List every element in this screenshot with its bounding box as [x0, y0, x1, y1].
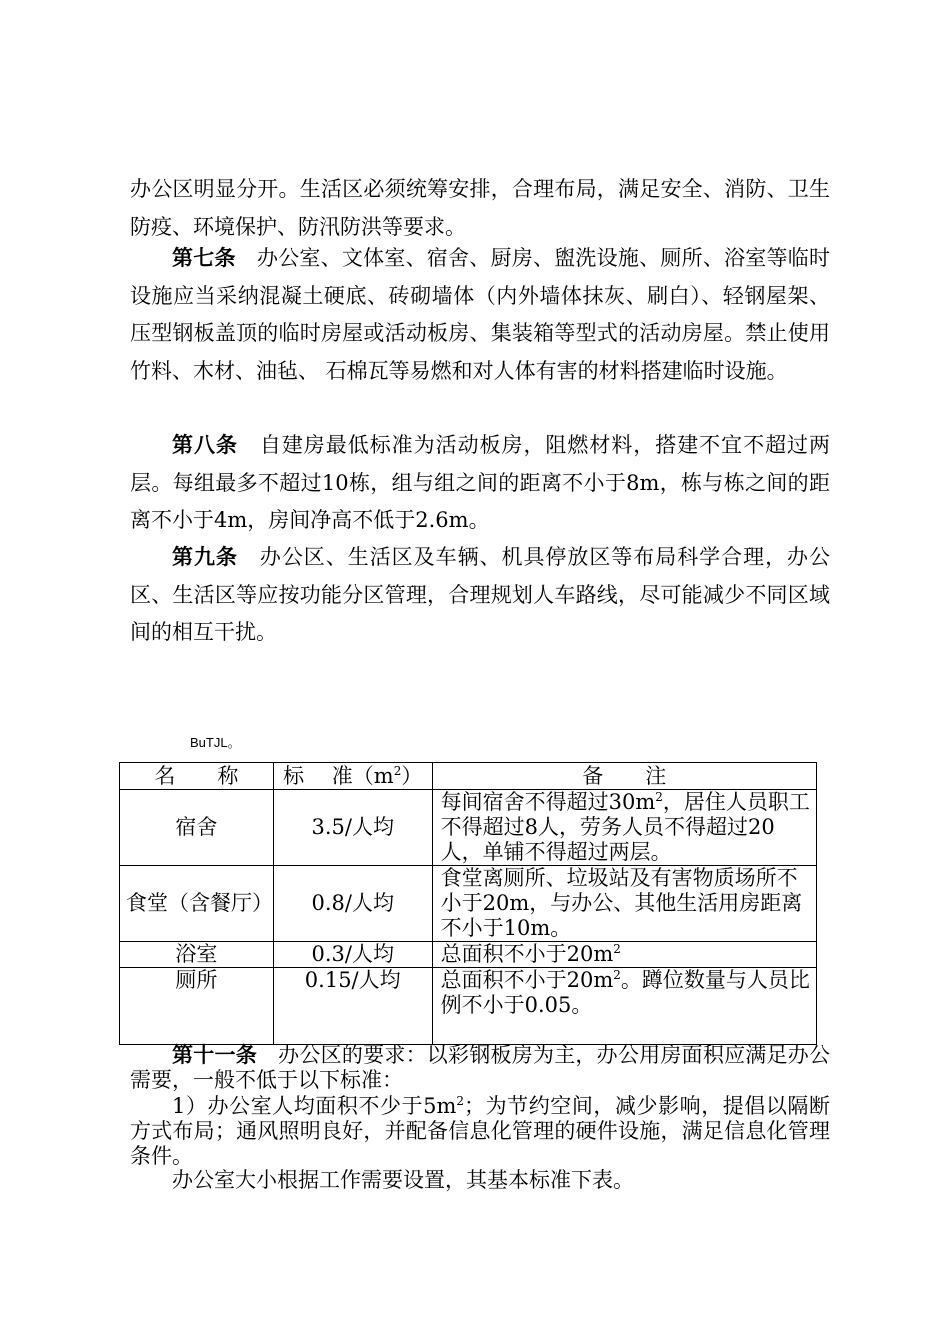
area-standard-table: [119, 762, 817, 1045]
row-standard: 0.8/人均: [273, 866, 432, 942]
table-row: [120, 866, 817, 942]
header-note: 备 注: [432, 763, 816, 790]
article-8-heading: 第八条: [172, 433, 238, 457]
paragraph-intro: [130, 171, 830, 246]
table-row: [120, 790, 817, 866]
article-9: [130, 539, 830, 652]
row-note: 总面积不小于$20m^2$: [432, 942, 816, 968]
last-text: 办公室大小根据工作需要设置，其基本标准下表。: [172, 1168, 634, 1192]
intro-text: 办公区明显分开。生活区必须统筹安排，合理布局，满足安全、消防、卫生防疫、环境保护、防汛防洪等要求。: [130, 177, 830, 239]
header-standard: 标 准$(m^2)$: [273, 763, 432, 790]
article-11: [130, 1043, 830, 1093]
article-7-heading: 第七条: [172, 246, 236, 270]
row-name: 宿舍: [120, 790, 274, 866]
article-8-text: 自建房最低标准为活动板房，阻燃材料，搭建不宜不超过两层。每组最多不超过10栋，组与组之间的距离不小于8m，栋与栋之间的距离不小于4m，房间净高不低于2.6m。: [130, 433, 831, 532]
row-note: 每间宿舍不得超过$30m^2$，居住人员职工不得超过8人，劳务人员不得超过20人，单铺不得超过两层。: [432, 790, 816, 866]
row-note: 总面积不小于$20m^2$。蹲位数量与人员比例不小于0.05。: [432, 968, 816, 1045]
table-row: [120, 942, 817, 968]
row-name: 厕所: [120, 968, 274, 1045]
header-name: 名 称: [120, 763, 274, 790]
article-7-text: 办公室、文体室、宿舍、厨房、盥洗设施、厕所、浴室等临时设施应当采纳混凝土硬底、砖砌墙体（内外墙体抹灰、刷白）、轻钢屋架、压型钢板盖顶的临时房屋或活动板房、集装箱等型式的活动房屋。禁止使用竹料、木材、油毡、 石棉瓦等易燃和对人体有害的材料搭建临时设施。: [130, 246, 831, 383]
table-header-row: [120, 763, 817, 790]
table-row: [120, 968, 817, 1045]
row-name: 食堂（含餐厅）: [120, 866, 274, 942]
article-11-text: 办公区的要求：以彩钢板房为主，办公用房面积应满足办公需要，一般不低于以下标准：: [130, 1043, 831, 1092]
paragraph-last: [130, 1168, 830, 1193]
item-1: 1）办公室人均面积不少于$5m^2$；为节约空间，减少影响，提倡以隔断方式布局；通风照明良好，并配备信息化管理的硬件设施，满足信息化管理条件。: [130, 1094, 830, 1168]
article-9-text: 办公区、生活区及车辆、机具停放区等布局科学合理，办公区、生活区等应按功能分区管理，合理规划人车路线，尽可能减少不同区域间的相互干扰。: [130, 545, 831, 644]
row-standard: 0.15/人均: [273, 968, 432, 1045]
row-name: 浴室: [120, 942, 274, 968]
article-7: [130, 240, 830, 390]
article-11-heading: 第十一条: [172, 1043, 257, 1067]
article-9-heading: 第九条: [172, 545, 238, 569]
row-standard: 0.3/人均: [273, 942, 432, 968]
row-note: 食堂离厕所、垃圾站及有害物质场所不小于20m，与办公、其他生活用房距离不小于10m。: [432, 866, 816, 942]
document-code: BuTJL。: [190, 735, 241, 750]
row-standard: 3.5/人均: [273, 790, 432, 866]
article-8: [130, 427, 830, 540]
